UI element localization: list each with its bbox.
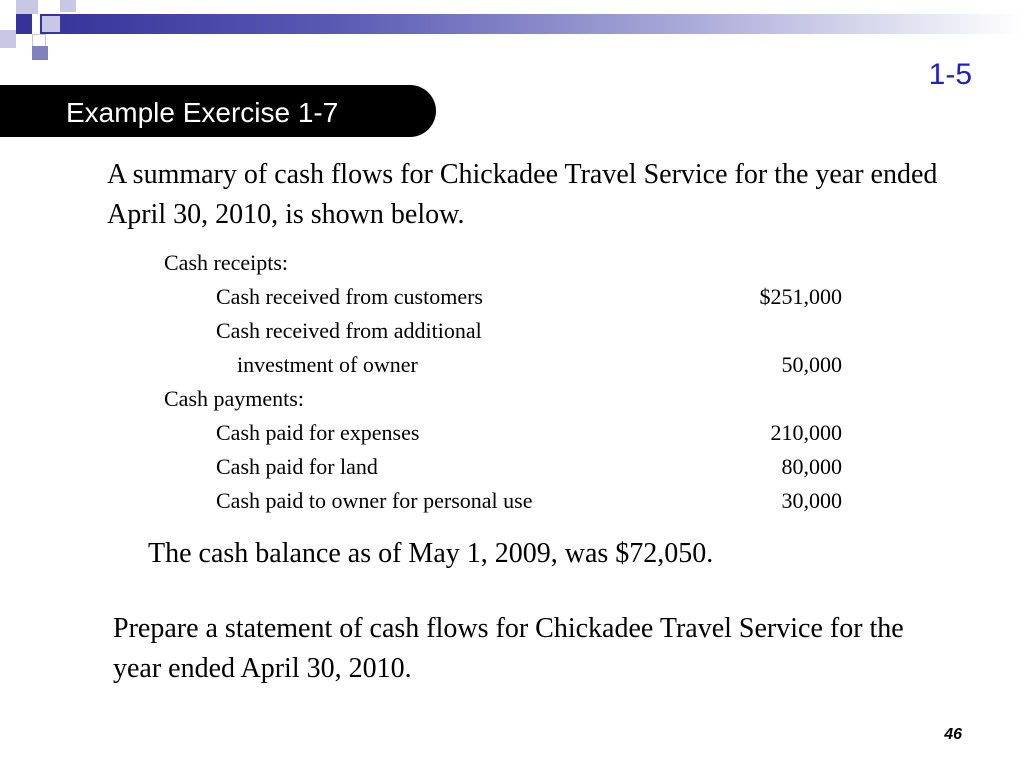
- row-amount: 50,000: [781, 352, 842, 377]
- slide-title: Example Exercise 1-7: [66, 97, 339, 128]
- table-row: [164, 348, 854, 382]
- cash-balance-text: The cash balance as of May 1, 2009, was $72,050.: [148, 538, 714, 569]
- table-row: [164, 314, 854, 348]
- row-label: Cash paid for expenses: [216, 420, 420, 445]
- deco-square: [16, 14, 32, 34]
- row-amount: 30,000: [781, 488, 842, 513]
- cash-flow-summary: [164, 246, 854, 518]
- payments-heading: Cash payments:: [164, 386, 304, 411]
- deco-square: [0, 0, 16, 16]
- row-label: investment of owner: [237, 352, 418, 377]
- row-amount: 210,000: [770, 420, 842, 445]
- deco-square: [32, 46, 48, 60]
- header-decoration: [0, 0, 1024, 80]
- table-row: [164, 246, 854, 280]
- table-row: [164, 450, 854, 484]
- page-number: 46: [944, 726, 962, 743]
- exercise-prompt: Prepare a statement of cash flows for Chickadee Travel Service for the year ended April 30, 2010.: [113, 613, 904, 684]
- deco-square: [16, 0, 38, 14]
- row-label: Cash received from customers: [216, 284, 483, 309]
- table-row: [164, 280, 854, 314]
- intro-paragraph: A summary of cash flows for Chickadee Travel Service for the year ended April 30, 2010, is shown below.: [107, 159, 938, 230]
- table-row: [164, 416, 854, 450]
- row-label: Cash received from additional: [216, 318, 482, 343]
- row-amount: 80,000: [781, 454, 842, 479]
- row-amount: $251,000: [759, 284, 842, 309]
- deco-square: [42, 16, 60, 32]
- receipts-heading: Cash receipts:: [164, 250, 289, 275]
- row-label: Cash paid to owner for personal use: [216, 488, 533, 513]
- table-row: [164, 484, 854, 518]
- row-label: Cash paid for land: [216, 454, 378, 479]
- header-gradient-bar: [40, 14, 1024, 34]
- table-row: [164, 382, 854, 416]
- slide-number: 1-5: [928, 58, 972, 91]
- deco-square: [0, 30, 16, 48]
- deco-square: [60, 0, 76, 12]
